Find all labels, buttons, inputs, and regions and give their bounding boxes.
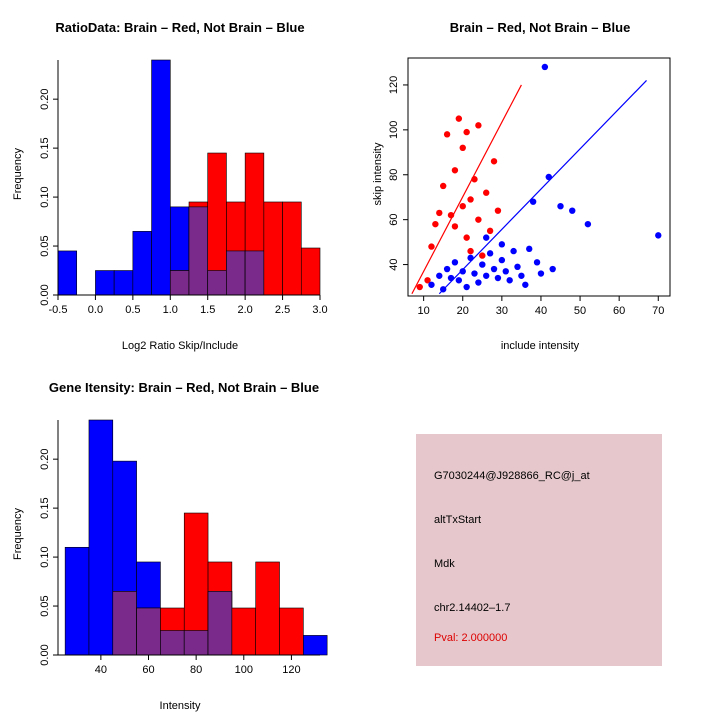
- scatter-point: [514, 264, 520, 270]
- tick-label: 0.20: [39, 448, 51, 470]
- scatter-point: [444, 131, 450, 137]
- info-pval: Pval: 2.000000: [434, 632, 508, 644]
- hist-gene-ylabel: Frequency: [12, 508, 24, 560]
- scatter-point: [542, 64, 548, 70]
- tick-label: 80: [388, 168, 400, 181]
- tick-label: 30: [495, 305, 508, 317]
- hist-bar: [264, 202, 283, 295]
- scatter-point: [487, 250, 493, 256]
- scatter-point: [534, 259, 540, 265]
- scatter-point: [479, 261, 485, 267]
- panel-hist-gene: [0, 360, 360, 720]
- scatter-point: [440, 183, 446, 189]
- tick-label: 1.0: [162, 304, 178, 316]
- tick-label: 0.10: [39, 546, 51, 568]
- hist-ratio-xlabel: Log2 Ratio Skip/Include: [121, 340, 239, 352]
- scatter-point: [483, 190, 489, 196]
- scatter-point: [428, 282, 434, 288]
- tick-label: 0.15: [39, 137, 51, 159]
- scatter-point: [463, 234, 469, 240]
- tick-label: 120: [388, 75, 400, 95]
- hist-bar: [65, 547, 89, 655]
- hist-bar: [256, 562, 280, 655]
- scatter-point: [549, 266, 555, 272]
- scatter-xlabel: include intensity: [500, 340, 580, 352]
- scatter-point: [530, 198, 536, 204]
- hist-bar: [303, 635, 327, 655]
- tick-label: 100: [234, 664, 253, 676]
- scatter-point: [499, 241, 505, 247]
- scatter-point: [569, 207, 575, 213]
- tick-label: 100: [388, 120, 400, 140]
- panel-scatter: [360, 0, 720, 360]
- info-probe-id: G7030244@J928866_RC@j_at: [434, 470, 590, 482]
- scatter-title: Brain – Red, Not Brain – Blue: [449, 20, 631, 35]
- tick-label: 10: [417, 305, 430, 317]
- scatter-point: [436, 210, 442, 216]
- tick-label: 0.05: [39, 235, 51, 257]
- info-event-type: altTxStart: [434, 514, 482, 526]
- tick-label: 0.05: [39, 595, 51, 617]
- tick-label: 0.0: [87, 304, 104, 316]
- tick-label: 40: [94, 664, 107, 676]
- scatter-ylabel: skip intensity: [372, 142, 384, 206]
- hist-bar: [58, 251, 77, 295]
- scatter-point: [456, 277, 462, 283]
- scatter-point: [475, 216, 481, 222]
- tick-label: 0.5: [125, 304, 141, 316]
- scatter-point: [428, 243, 434, 249]
- scatter-point: [448, 275, 454, 281]
- scatter-point: [495, 207, 501, 213]
- tick-label: 60: [613, 305, 626, 317]
- scatter-point: [417, 284, 423, 290]
- scatter-point: [491, 266, 497, 272]
- hist-gene-title: Gene Itensity: Brain – Red, Not Brain – Blue: [48, 380, 320, 395]
- scatter-point: [452, 223, 458, 229]
- scatter-point: [655, 232, 661, 238]
- trend-line: [412, 85, 521, 294]
- scatter-svg: [360, 0, 720, 360]
- tick-label: 2.5: [274, 304, 291, 316]
- tick-label: 3.0: [312, 304, 328, 316]
- hist-bar-overlap: [170, 271, 189, 295]
- scatter-point: [546, 174, 552, 180]
- hist-bar-overlap: [208, 271, 227, 295]
- scatter-point: [506, 277, 512, 283]
- tick-label: 0.15: [39, 497, 51, 519]
- hist-bar-overlap: [184, 631, 208, 655]
- scatter-point: [479, 252, 485, 258]
- scatter-point: [526, 246, 532, 252]
- scatter-point: [538, 270, 544, 276]
- scatter-point: [483, 273, 489, 279]
- scatter-point: [499, 257, 505, 263]
- scatter-point: [495, 275, 501, 281]
- scatter-point: [491, 158, 497, 164]
- scatter-point: [487, 228, 493, 234]
- hist-bar: [95, 271, 114, 295]
- tick-label: 2.0: [237, 304, 253, 316]
- hist-ratio-ylabel: Frequency: [12, 148, 24, 200]
- hist-bar-overlap: [208, 591, 232, 655]
- scatter-point: [503, 268, 509, 274]
- hist-bar-overlap: [226, 251, 245, 295]
- scatter-point: [463, 284, 469, 290]
- tick-label: 1.5: [200, 304, 216, 316]
- scatter-point: [436, 273, 442, 279]
- scatter-point: [471, 270, 477, 276]
- scatter-point: [467, 196, 473, 202]
- tick-label: 0.00: [39, 644, 51, 666]
- scatter-point: [460, 268, 466, 274]
- scatter-point: [518, 273, 524, 279]
- scatter-point: [452, 167, 458, 173]
- scatter-point: [452, 259, 458, 265]
- scatter-point: [460, 203, 466, 209]
- scatter-point: [475, 122, 481, 128]
- tick-label: 80: [190, 664, 203, 676]
- hist-bar: [280, 608, 304, 655]
- panel-hist-ratio: [0, 0, 360, 360]
- tick-label: 60: [142, 664, 155, 676]
- hist-bar-overlap: [245, 251, 264, 295]
- hist-bar-overlap: [113, 591, 137, 655]
- scatter-point: [460, 145, 466, 151]
- tick-label: 20: [456, 305, 469, 317]
- tick-label: 0.20: [39, 88, 51, 110]
- hist-bar: [152, 60, 171, 295]
- scatter-point: [585, 221, 591, 227]
- scatter-point: [463, 129, 469, 135]
- scatter-point: [475, 279, 481, 285]
- tick-label: 40: [534, 305, 548, 317]
- scatter-point: [467, 255, 473, 261]
- scatter-point: [467, 248, 473, 254]
- hist-bar: [283, 202, 302, 295]
- info-locus: chr2.14402–1.7: [434, 602, 511, 614]
- scatter-point: [440, 286, 446, 292]
- scatter-point: [522, 282, 528, 288]
- hist-gene-xlabel: Intensity: [159, 700, 201, 712]
- scatter-point: [456, 115, 462, 121]
- hist-gene-svg: [0, 360, 360, 720]
- hist-bar: [301, 248, 320, 295]
- tick-label: 0.00: [39, 284, 51, 306]
- scatter-point: [510, 248, 516, 254]
- hist-ratio-title: RatioData: Brain – Red, Not Brain – Blue: [55, 20, 305, 35]
- hist-bar-overlap: [160, 631, 184, 655]
- hist-ratio-svg: [0, 0, 360, 360]
- tick-label: -0.5: [48, 304, 68, 316]
- tick-label: 70: [652, 305, 665, 317]
- tick-label: 40: [388, 258, 400, 271]
- scatter-point: [483, 234, 489, 240]
- scatter-point: [471, 176, 477, 182]
- tick-label: 0.10: [39, 186, 51, 208]
- scatter-point: [557, 203, 563, 209]
- trend-line: [439, 80, 646, 293]
- scatter-point: [432, 221, 438, 227]
- hist-bar: [114, 271, 133, 295]
- hist-bar: [232, 608, 256, 655]
- tick-label: 60: [388, 213, 400, 226]
- tick-label: 120: [282, 664, 301, 676]
- info-gene-symbol: Mdk: [434, 558, 455, 570]
- info-box: [416, 434, 662, 666]
- hist-bar-overlap: [189, 207, 208, 295]
- scatter-point: [448, 212, 454, 218]
- tick-label: 50: [573, 305, 587, 317]
- scatter-point: [444, 266, 450, 272]
- hist-bar: [89, 420, 113, 655]
- hist-bar-overlap: [137, 608, 161, 655]
- hist-bar: [133, 231, 152, 295]
